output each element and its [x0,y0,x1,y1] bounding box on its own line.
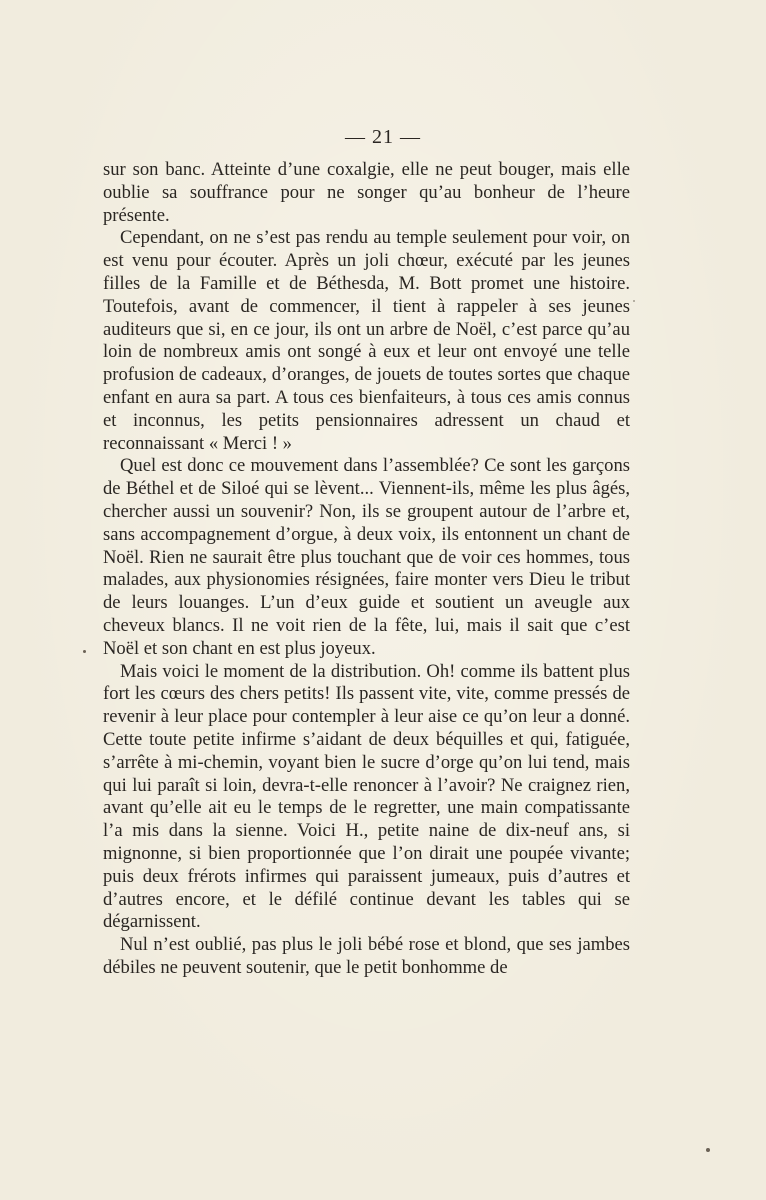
body-text [103,159,630,980]
page-number: — 21 — [345,126,421,148]
paper-speck [633,300,635,302]
paper-speck [706,1148,710,1152]
paragraph: sur son banc. Atteinte d’une coxalgie, elle ne peut bouger, mais elle oublie sa souffrance pour ne songer qu’au bonheur de l’heure présente. [103,159,630,226]
paragraph: Nul n’est oublié, pas plus le joli bébé rose et blond, que ses jambes débiles ne peuvent soutenir, que le petit bonhomme de [103,934,630,978]
paragraph: Cependant, on ne s’est pas rendu au temple seulement pour voir, on est venu pour écouter. Après un joli chœur, exécuté par les jeunes filles de la Famille et de Béthesda, M. Bott promet une histoire. Toutefois, avant de commencer, il tient à rappeler à ses jeunes auditeurs que si, en ce jour, ils ont un arbre de Noël, c’est parce qu’au loin de nombreux amis ont songé à eux et leur ont envoyé une telle profusion de cadeaux, d’oranges, de jouets de toutes sortes que chaque enfant en aura sa part. A tous ces bienfaiteurs, à tous ces amis connus et inconnus, les petits pensionnaires adressent un chaud et reconnaissant « Merci ! » [103,227,630,454]
paragraph: Mais voici le moment de la distribution. Oh! comme ils battent plus fort les cœurs des chers petits! Ils passent vite, vite, comme pressés de revenir à leur place pour contempler à leur aise ce qu’on leur a donné. Cette toute petite infirme s’aidant de deux béquilles et qui, fatiguée, s’arrête à mi-chemin, voyant bien le sucre d’orge qu’on lui tend, mais qui lui paraît si loin, devra-t-elle renoncer à l’avoir? Ne craignez rien, avant qu’elle ait eu le temps de le regretter, une main compatissante l’a mis dans la sienne. Voici H., petite naine de dix-neuf ans, si mignonne, si bien proportionnée que l’on dirait une poupée vivante; puis deux frérots infirmes qui paraissent jumeaux, puis d’autres et d’autres encore, et le défilé continue devant les tables qui se dégarnissent. [103,660,630,933]
paper-speck [83,650,86,653]
paragraph: Quel est donc ce mouvement dans l’assemblée? Ce sont les garçons de Béthel et de Siloé qui se lèvent... Viennent-ils, même les plus âgés, chercher aussi un souvenir? Non, ils se groupent autour de l’arbre et, sans accompagnement d’orgue, à deux voix, ils entonnent un chant de Noël. Rien ne saurait être plus touchant que de voir ces hommes, tous malades, aux physionomies résignées, faire monter vers Dieu le tribut de leurs louanges. L’un d’eux guide et soutient un aveugle aux cheveux blancs. Il ne voit rien de la fête, lui, mais il sait que c’est Noël et son chant en est plus joyeux. [103,455,630,659]
